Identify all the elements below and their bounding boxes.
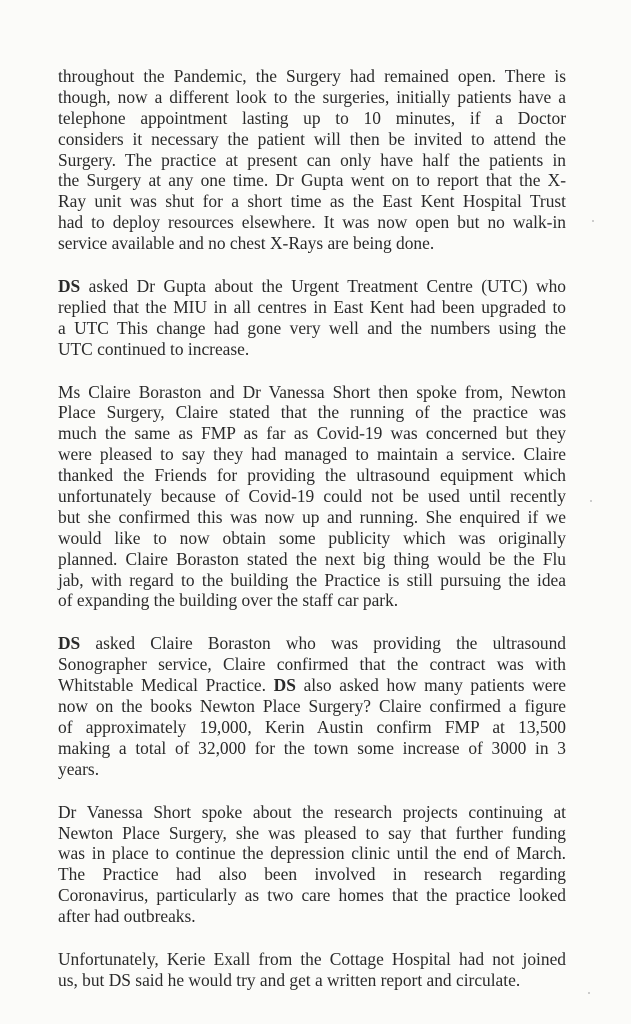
text-segment: planned. Claire Boraston stated the next big thing would be the Flu [58,548,566,569]
paragraph-research [58,802,566,927]
paragraph-sonographer [58,633,566,779]
text-segment: Surgery. The practice at present can only have half the patients in [58,149,566,170]
text-line [58,170,566,191]
text-segment: the Surgery at any one time. Dr Gupta went on to report that the X- [58,170,566,191]
text-segment: also asked how many patients were [295,675,566,696]
text-segment: Whitstable Medical Practice. [58,675,274,696]
text-segment: Ms Claire Boraston and Dr Vanessa Short then spoke from, Newton [58,381,566,402]
text-line [58,864,566,885]
text-segment: jab, with regard to the building the Practice is still pursuing the idea [58,569,566,590]
speaker-initials: DS [58,276,81,297]
text-line [58,696,566,717]
text-line [58,382,566,403]
text-segment: but she confirmed this was now up and running. She enquired if we [58,506,566,527]
paragraph-newton-place [58,382,566,612]
text-segment: was in place to continue the depression clinic until the end of March. [58,843,566,864]
text-segment: Coronavirus, particularly as two care homes that the practice looked [58,885,566,906]
text-line [58,339,566,360]
text-line [58,444,566,465]
text-line [58,590,566,611]
text-segment: years. [58,758,100,779]
text-line [58,87,566,108]
text-line [58,675,566,696]
speaker-initials: DS [58,633,81,654]
text-segment: Unfortunately, Kerie Exall from the Cottage Hospital had not joined [58,948,566,969]
text-line [58,486,566,507]
text-line [58,570,566,591]
text-line [58,528,566,549]
text-line [58,717,566,738]
text-line [58,633,566,654]
text-segment: asked Claire Boraston who was providing the ultrasound [80,633,566,654]
text-segment: had to deploy resources elsewhere. It was now open but no walk-in [58,212,566,233]
paragraph-cottage-hospital [58,949,566,991]
text-segment: asked Dr Gupta about the Urgent Treatment Centre (UTC) who [80,276,566,297]
text-segment: though, now a different look to the surgeries, initially patients have a [58,86,566,107]
text-segment: service available and no chest X-Rays are being done. [58,233,435,254]
text-line [58,276,566,297]
text-segment: throughout the Pandemic, the Surgery had remained open. There is [58,66,566,86]
text-line [58,654,566,675]
text-segment: after had outbreaks. [58,906,196,927]
scan-speck [588,992,590,994]
text-line [58,843,566,864]
scan-speck [590,500,592,502]
text-segment: Sonographer service, Claire confirmed that the contract was with [58,654,566,675]
text-line [58,802,566,823]
text-segment: Ray unit was shut for a short time as the East Kent Hospital Trust [58,191,566,212]
text-segment: The Practice had also been involved in research regarding [58,864,566,885]
document-page [58,66,566,1013]
text-segment: unfortunately because of Covid-19 could not be used until recently [58,486,566,507]
text-segment: us, but DS said he would try and get a written report and circulate. [58,969,521,990]
text-line [58,507,566,528]
text-line [58,66,566,87]
text-line [58,150,566,171]
paragraph-utc [58,276,566,360]
text-segment: were pleased to say they had managed to maintain a service. Claire [58,444,566,465]
text-segment: considers it necessary the patient will then be invited to attend the [58,128,566,149]
text-segment: UTC continued to increase. [58,338,250,359]
text-segment: Dr Vanessa Short spoke about the research projects continuing at [58,801,566,822]
document-body [58,66,566,991]
text-line [58,759,566,780]
text-segment: Newton Place Surgery, she was pleased to say that further funding [58,822,566,843]
text-segment: making a total of 32,000 for the town some increase of 3000 in 3 [58,737,566,758]
text-segment: a UTC This change had gone very well and the numbers using the [58,317,566,338]
text-segment: telephone appointment lasting up to 10 minutes, if a Doctor [58,107,566,128]
text-segment: thanked the Friends for providing the ultrasound equipment which [58,465,566,486]
speaker-initials: DS [273,675,296,696]
text-segment: replied that the MIU in all centres in East Kent had been upgraded to [58,296,566,317]
text-line [58,970,566,991]
text-segment: Place Surgery, Claire stated that the running of the practice was [58,402,566,423]
text-line [58,191,566,212]
text-line [58,885,566,906]
text-segment: now on the books Newton Place Surgery? Claire confirmed a figure [58,696,566,717]
text-line [58,297,566,318]
text-segment: would like to now obtain some publicity which was originally [58,527,566,548]
text-line [58,233,566,254]
scan-speck [592,220,594,222]
text-line [58,549,566,570]
text-line [58,402,566,423]
text-segment: of expanding the building over the staff car park. [58,590,399,611]
text-line [58,738,566,759]
text-line [58,465,566,486]
text-line [58,318,566,339]
text-line [58,129,566,150]
text-line [58,949,566,970]
text-line [58,823,566,844]
text-line [58,212,566,233]
text-segment: much the same as FMP as far as Covid-19 was concerned but they [58,423,566,444]
text-line [58,423,566,444]
text-segment: of approximately 19,000, Kerin Austin confirm FMP at 13,500 [58,716,566,737]
text-line [58,906,566,927]
text-line [58,108,566,129]
paragraph-surgery-open [58,66,566,254]
